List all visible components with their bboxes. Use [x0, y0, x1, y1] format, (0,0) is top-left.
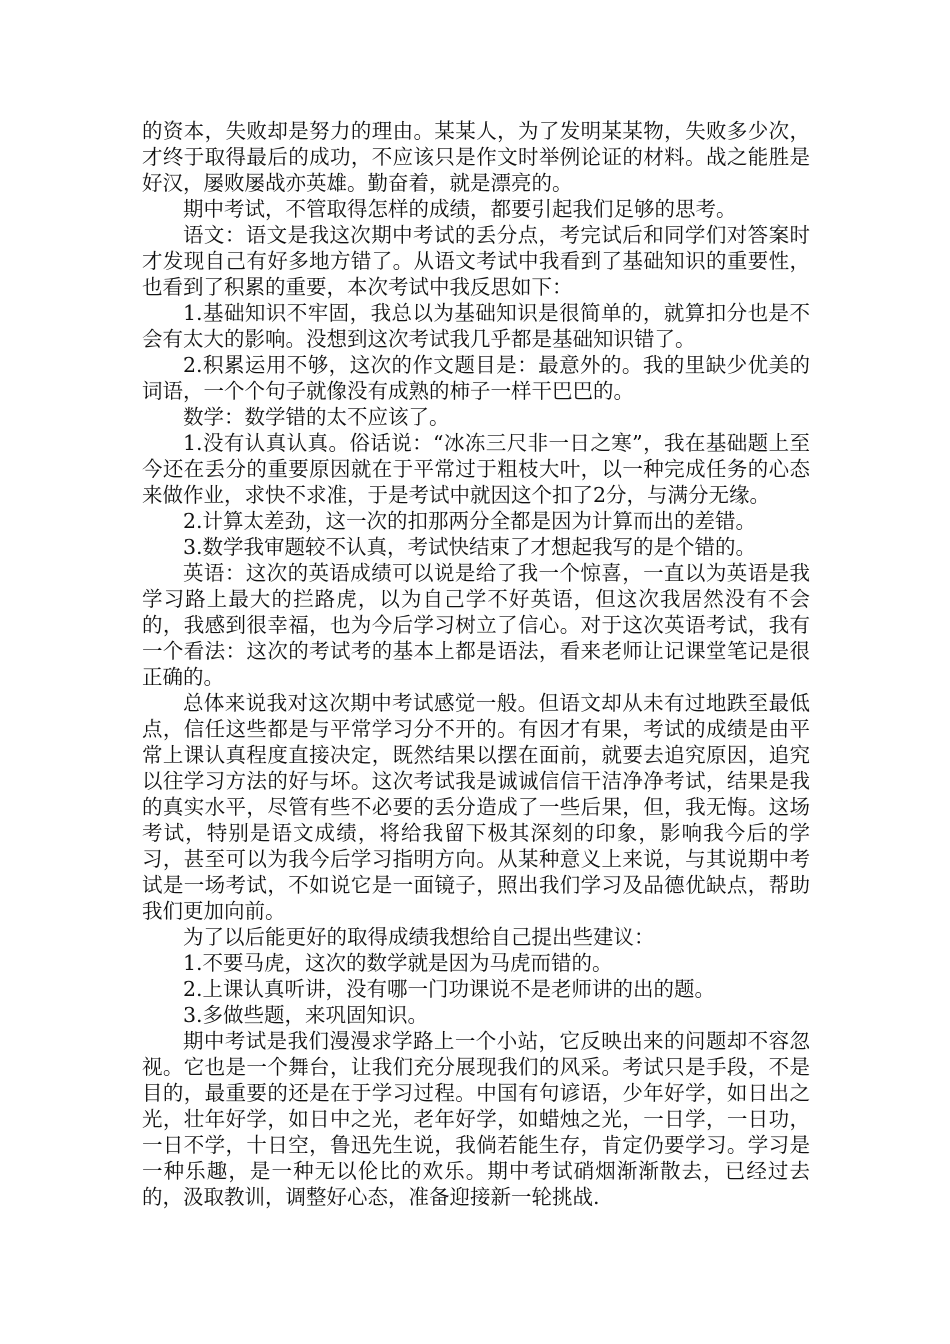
paragraph-5: 2.积累运用不够，这次的作文题目是：最意外的。我的里缺少优美的词语，一个个句子就像没有成熟的柿子一样干巴巴的。	[142, 353, 810, 403]
paragraph-8: 2.计算太差劲，这一次的扣那两分全都是因为计算而出的差错。	[183, 509, 757, 533]
paragraph-9: 3.数学我审题较不认真，考试快结束了才想起我写的是个错的。	[183, 535, 757, 559]
paragraph-6: 数学：数学错的太不应该了。	[183, 405, 450, 429]
paragraph-1: 的资本，失败却是努力的理由。某某人，为了发明某某物，失败多少次，才终于取得最后的成功，不应该只是作文时举例论证的材料。战之能胜是好汉，屡败屡战亦英雄。勤奋着，就是漂亮的。	[142, 119, 810, 195]
paragraph-2: 期中考试，不管取得怎样的成绩，都要引起我们足够的思考。	[183, 197, 737, 221]
paragraph-7: 1.没有认真认真。俗话说：“冰冻三尺非一日之寒”，我在基础题上至今还在丢分的重要原因就在于平常过于粗枝大叶，以一种完成任务的心态来做作业，求快不求准，于是考试中就因这个扣了2分，与满分无缘。	[142, 431, 810, 507]
paragraph-3: 语文：语文是我这次期中考试的丢分点，考完试后和同学们对答案时才发现自己有好多地方错了。从语文考试中我看到了基础知识的重要性，也看到了积累的重要，本次考试中我反思如下：	[142, 223, 810, 299]
paragraph-10: 英语：这次的英语成绩可以说是给了我一个惊喜，一直以为英语是我学习路上最大的拦路虎，以为自己学不好英语，但这次我居然没有不会的，我感到很幸福，也为今后学习树立了信心。对于这次英语考试，我有一个看法：这次的考试考的基本上都是语法，看来老师让记课堂笔记是很正确的。	[142, 561, 810, 689]
document-body	[142, 118, 810, 1210]
paragraph-11: 总体来说我对这次期中考试感觉一般。但语文却从未有过地跌至最低点，信任这些都是与平常学习分不开的。有因才有果，考试的成绩是由平常上课认真程度直接决定，既然结果以摆在面前，就要去追究原因，追究以往学习方法的好与坏。这次考试我是诚诚信信干洁净净考试，结果是我的真实水平，尽管有些不必要的丢分造成了一些后果，但，我无悔。这场考试，特别是语文成绩，将给我留下极其深刻的印象，影响我今后的学习，甚至可以为我今后学习指明方向。从某种意义上来说，与其说期中考试是一场考试，不如说它是一面镜子，照出我们学习及品德优缺点，帮助我们更加向前。	[142, 691, 810, 923]
paragraph-15: 3.多做些题，来巩固知识。	[183, 1003, 429, 1027]
paragraph-13: 1.不要马虎，这次的数学就是因为马虎而错的。	[183, 951, 613, 975]
paragraph-14: 2.上课认真听讲，没有哪一门功课说不是老师讲的出的题。	[183, 977, 716, 1001]
paragraph-4: 1.基础知识不牢固，我总以为基础知识是很简单的，就算扣分也是不会有太大的影响。没想到这次考试我几乎都是基础知识错了。	[142, 301, 810, 351]
paragraph-16: 期中考试是我们漫漫求学路上一个小站，它反映出来的问题却不容忽视。它也是一个舞台，让我们充分展现我们的风采。考试只是手段，不是目的，最重要的还是在于学习过程。中国有句谚语，少年好学，如日出之光，壮年好学，如日中之光，老年好学，如蜡烛之光，一日学，一日功，一日不学，十日空，鲁迅先生说，我倘若能生存，肯定仍要学习。学习是一种乐趣，是一种无以伦比的欢乐。期中考试硝烟渐渐散去，已经过去的，汲取教训，调整好心态，准备迎接新一轮挑战.	[142, 1029, 810, 1209]
paragraph-12: 为了以后能更好的取得成绩我想给自己提出些建议：	[183, 925, 655, 949]
